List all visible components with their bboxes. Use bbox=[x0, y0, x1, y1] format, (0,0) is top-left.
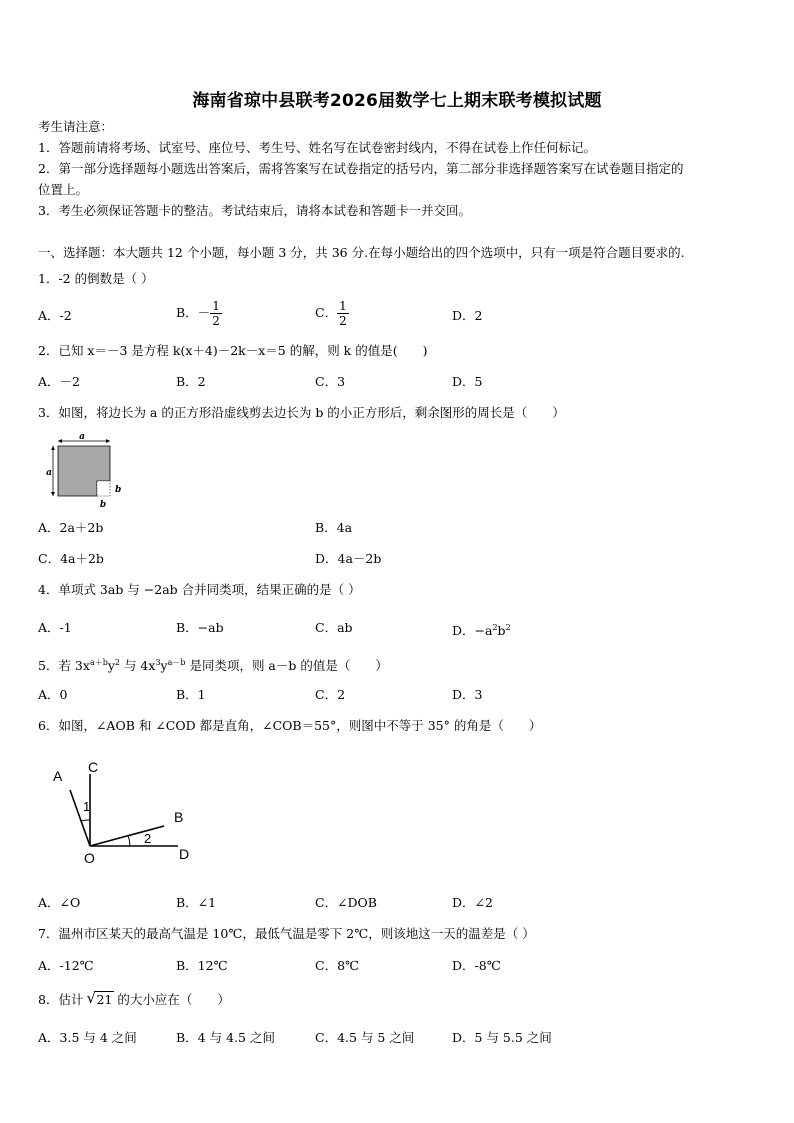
q5-stem-mid: 与 4x bbox=[119, 658, 156, 674]
q1-option-c-fraction bbox=[337, 299, 349, 328]
q8-sqrt bbox=[86, 991, 114, 1009]
q3-option-a: A．2a＋2b bbox=[38, 520, 104, 535]
q8-radicand: 21 bbox=[96, 992, 113, 1007]
q8-option-a: A．3.5 与 4 之间 bbox=[38, 1030, 137, 1045]
q1-option-c-prefix: C． bbox=[315, 305, 338, 320]
q5-exp-4: a－b bbox=[167, 658, 186, 667]
q7-option-b: B．12℃ bbox=[176, 958, 228, 973]
label-angle-2: 2 bbox=[144, 831, 152, 846]
left-arrow-top bbox=[51, 446, 55, 450]
q4-option-b: B．−ab bbox=[176, 620, 224, 635]
q4-stem: 4．单项式 3ab 与 −2ab 合并同类项，结果正确的是（ ） bbox=[38, 582, 361, 597]
q5-option-d: D．3 bbox=[452, 687, 483, 702]
q3-option-c: C．4a＋2b bbox=[38, 551, 104, 566]
q5-stem-y2: y bbox=[160, 658, 168, 674]
q5-stem-post: 是同类项，则 a－b 的值是（ ） bbox=[185, 658, 388, 674]
q2-option-b: B．2 bbox=[176, 374, 206, 389]
ray-ob bbox=[90, 826, 164, 846]
q4-option-d bbox=[452, 619, 511, 640]
cut-small-square bbox=[97, 481, 110, 496]
q5-option-c: C．2 bbox=[315, 687, 346, 702]
q4-option-a: A．-1 bbox=[38, 620, 72, 635]
q4-option-c: C．ab bbox=[315, 620, 353, 635]
q2-stem: 2．已知 x＝－3 是方程 k(x＋4)－2k－x＝5 的解，则 k 的值是( ) bbox=[38, 343, 428, 358]
q5-stem-pre: 5．若 3x bbox=[38, 658, 90, 674]
q4-option-d-prefix: D．−a bbox=[452, 623, 493, 639]
q8-option-c: C．4.5 与 5 之间 bbox=[315, 1030, 415, 1045]
label-o: O bbox=[84, 850, 95, 866]
page-title: 海南省琼中县联考2026届数学七上期末联考模拟试题 bbox=[192, 91, 602, 111]
q5-exp-1: a＋b bbox=[89, 658, 108, 667]
square-cut-figure bbox=[40, 430, 130, 510]
q7-option-d: D．-8℃ bbox=[452, 958, 501, 973]
label-b-bottom: b bbox=[99, 500, 107, 510]
q5-stem-y1: y bbox=[107, 658, 115, 674]
top-arrow-right bbox=[106, 439, 110, 443]
q8-stem bbox=[38, 991, 230, 1009]
sqrt-icon: √ bbox=[86, 989, 97, 1007]
q1-option-b bbox=[176, 299, 222, 328]
q8-option-b: B．4 与 4.5 之间 bbox=[176, 1030, 275, 1045]
label-a-left: a bbox=[46, 468, 52, 478]
q2-option-a: A．－2 bbox=[38, 374, 80, 389]
q1-option-c bbox=[315, 299, 349, 328]
q8-stem-pre: 8．估计 bbox=[38, 992, 84, 1007]
q6-option-a: A．∠O bbox=[38, 895, 81, 910]
q6-option-c: C．∠DOB bbox=[315, 895, 377, 910]
q8-stem-post: 的大小应在（ ） bbox=[117, 992, 230, 1007]
q4-option-d-exp1: 2 bbox=[492, 623, 498, 632]
section-heading: 一、选择题：本大题共 12 个小题，每小题 3 分，共 36 分.在每小题给出的四个选项中，只有一项是符合题目要求的. bbox=[38, 245, 685, 260]
q1-option-c-numerator: 1 bbox=[339, 299, 347, 313]
angle-figure bbox=[48, 756, 208, 868]
q3-stem: 3．如图，将边长为 a 的正方形沿虚线剪去边长为 b 的小正方形后，剩余图形的周长是（ ） bbox=[38, 405, 565, 420]
label-b-right: b bbox=[115, 485, 122, 495]
q5-option-b: B．1 bbox=[176, 687, 206, 702]
q1-option-b-numerator: 1 bbox=[212, 299, 220, 313]
q7-option-a: A．-12℃ bbox=[38, 958, 94, 973]
q1-option-b-fraction bbox=[210, 299, 222, 328]
q6-option-b: B．∠1 bbox=[176, 895, 217, 910]
q8-option-d: D．5 与 5.5 之间 bbox=[452, 1030, 552, 1045]
q5-option-a: A．0 bbox=[38, 687, 68, 702]
q1-option-c-denominator: 2 bbox=[339, 314, 347, 328]
q1-option-d: D．2 bbox=[452, 308, 483, 323]
q4-option-d-exp2: 2 bbox=[505, 623, 511, 632]
q4-option-d-mid: b bbox=[497, 623, 506, 639]
label-d: D bbox=[179, 846, 190, 862]
q5-exp-3: 3 bbox=[155, 658, 161, 667]
top-arrow-left bbox=[58, 439, 62, 443]
q1-stem: 1．-2 的倒数是（ ） bbox=[38, 271, 154, 286]
angle-1-arc bbox=[81, 820, 90, 821]
notice-item-1: 1．答题前请将考场、试室号、座位号、考生号、姓名写在试卷密封线内，不得在试卷上作任何标记。 bbox=[38, 140, 596, 155]
label-a-top: a bbox=[79, 432, 85, 442]
left-arrow-bottom bbox=[51, 492, 55, 496]
q6-stem: 6．如图，∠AOB 和 ∠COD 都是直角，∠COB＝55°，则图中不等于 35° 的角是（ ） bbox=[38, 718, 542, 733]
label-b: B bbox=[174, 809, 184, 825]
label-angle-1: 1 bbox=[83, 799, 91, 814]
notice-item-3: 3．考生必须保证答题卡的整洁。考试结束后，请将本试卷和答题卡一并交回。 bbox=[38, 203, 471, 218]
label-a: A bbox=[53, 768, 63, 784]
q2-option-d: D．5 bbox=[452, 374, 483, 389]
q1-option-b-denominator: 2 bbox=[212, 314, 220, 328]
label-c: C bbox=[88, 759, 99, 775]
q5-exp-2: 2 bbox=[114, 658, 120, 667]
q3-option-b: B．4a bbox=[315, 520, 353, 535]
q5-stem bbox=[38, 654, 388, 675]
q7-stem: 7．温州市区某天的最高气温是 10℃，最低气温是零下 2℃，则该地这一天的温差是（ ） bbox=[38, 926, 535, 941]
q1-option-b-prefix: B．－ bbox=[176, 305, 211, 320]
q3-option-d: D．4a－2b bbox=[315, 551, 382, 566]
q7-option-c: C．8℃ bbox=[315, 958, 360, 973]
notice-item-2-cont: 位置上。 bbox=[38, 182, 89, 197]
notice-item-2: 2．第一部分选择题每小题选出答案后，需将答案写在试卷指定的括号内，第二部分非选择题答案写在试卷题目指定的 bbox=[38, 161, 684, 176]
q6-option-d: D．∠2 bbox=[452, 895, 493, 910]
angle-2-arc bbox=[128, 835, 130, 846]
notice-heading: 考生请注意： bbox=[38, 119, 114, 134]
q1-option-a: A．-2 bbox=[38, 308, 72, 323]
q2-option-c: C．3 bbox=[315, 374, 346, 389]
